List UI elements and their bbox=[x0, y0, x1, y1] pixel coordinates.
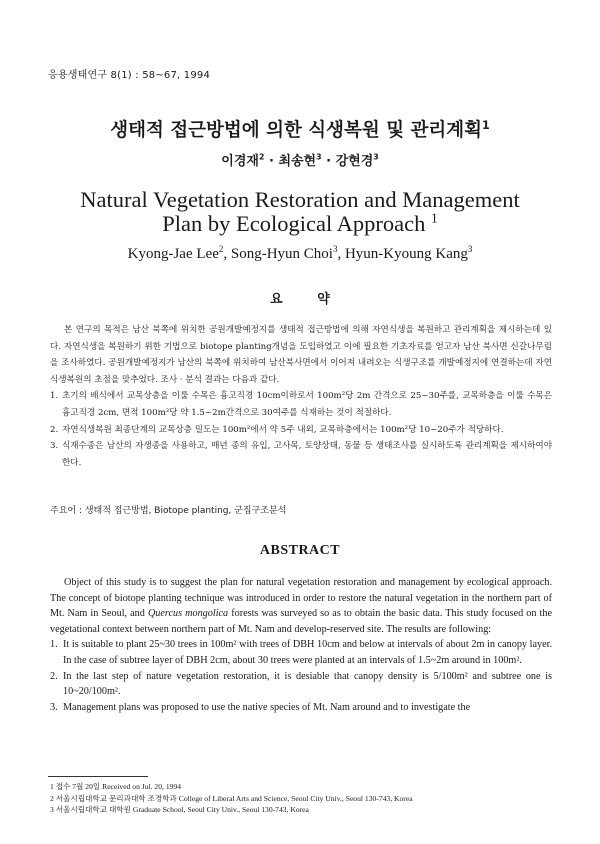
list-item bbox=[50, 438, 552, 471]
korean-author: 최송현 bbox=[278, 154, 317, 169]
list-text: Management plans was proposed to use the native species of Mt. Nam around and to investigate the bbox=[63, 701, 471, 713]
author-separator: · bbox=[268, 154, 274, 169]
english-title-footnote: 1 bbox=[430, 210, 438, 226]
english-abstract bbox=[50, 575, 552, 715]
list-text: 초기의 배식에서 교목상층을 이룰 수목은 흉고직경 10cm이하로서 100m²당 2m 간격으로 25~30주를, 교목하층을 이룰 수목은 흉고직경 2cm, 면적 100m²당 약 1.5~2m간격으로 30여주를 식재하는 것이 적절하다. bbox=[62, 391, 552, 418]
list-number: 2. bbox=[50, 670, 58, 682]
footnote: 1 접수 7월 20일 Received on Jul. 20, 1994 bbox=[50, 782, 182, 791]
korean-summary-intro: 본 연구의 목적은 남산 북쪽에 위치한 공원개발예정지를 생태적 접근방법에 의해 자연식생을 복원하고 관리계획을 제시하는데 있다. 자연식생을 복원하기 위한 기법으로 biotope planting개념을 도입하였고 이에 필요한 기초자료를 얻고자 남산 북사면 신갈나무림을 조사하였다. 공원개발예정지가 남산의 북쪽에 위치하여 남산북사면에서 이어져 내려오는 식생구조를 개발예정지에 연결하는데 자연식생복원의 초점을 맞추었다. 조사 · 분석 결과는 다음과 같다. bbox=[50, 325, 552, 385]
summary-heading: 요 약 bbox=[270, 292, 330, 307]
abstract-intro-text: forests was surveyed so as to obtain the basic data. This study focused on the vegetational context between northern part of Mt. Nam and develop-reserved site. The results are following: bbox=[50, 608, 552, 635]
english-author: Hyun-Kyoung Kang bbox=[344, 246, 468, 262]
footnote: 2 서울시립대학교 문리과대학 조경학과 College of Liberal Arts and Science, Seoul City Univ., Seoul 130-743, Korea bbox=[50, 793, 413, 803]
list-number: 3. bbox=[50, 441, 59, 452]
english-author-footnote: 2 bbox=[218, 244, 224, 254]
list-text: In the last step of nature vegetation restoration, it is desiable that canopy density is 5/100m² and subtree one is 10~20/100m². bbox=[63, 670, 552, 698]
list-item bbox=[50, 422, 552, 439]
korean-author-footnote: 3 bbox=[373, 152, 379, 162]
english-authors: Kyong-Jae Lee$^2$, Song-Hyun Choi$^3$, Hyun-Kyoung Kang$^3$ bbox=[127, 244, 473, 262]
list-number: 2. bbox=[50, 424, 59, 435]
abstract-intro-text: Object of this study is to suggest the plan for natural vegetation restoration and management by ecological approach. The concept of biotope planting technique was introduced in order to restore the natural vegetation in the northern part of Mt. Nam in Seoul, and bbox=[50, 577, 552, 620]
list-number: 1. bbox=[50, 391, 59, 402]
list-number: 3. bbox=[50, 701, 58, 713]
korean-author-footnote: 3 bbox=[316, 152, 322, 162]
english-author: Kyong-Jae Lee bbox=[127, 246, 219, 262]
footnote: 3 서울시립대학교 대학원 Graduate School, Seoul City Univ., Seoul 130-743, Korea bbox=[50, 805, 309, 814]
footnote-divider bbox=[48, 776, 148, 777]
author-separator: · bbox=[326, 154, 332, 169]
footnotes bbox=[50, 781, 560, 816]
abstract-list bbox=[50, 637, 552, 715]
list-text: It is suitable to plant 25~30 trees in 100m² with trees of DBH 10cm and below at intervals of about 2m in canopy layer. In the case of subtree layer of DBH 2cm, about 30 trees were planted at an intervals of 1.5~2m around in 100m². bbox=[63, 639, 552, 666]
journal-reference: 응용생태연구 8(1) : 58~67, 1994 bbox=[48, 70, 211, 81]
abstract-intro bbox=[50, 575, 552, 637]
english-author-footnote: 3 bbox=[467, 244, 473, 254]
list-number: 1. bbox=[50, 639, 58, 651]
species-name: Quercus mongolica bbox=[147, 608, 229, 620]
english-author-footnote: 3 bbox=[332, 244, 338, 254]
keywords bbox=[50, 503, 286, 516]
english-author: Song-Hyun Choi bbox=[230, 246, 333, 262]
korean-authors bbox=[0, 150, 600, 169]
english-title-line bbox=[0, 212, 600, 236]
english-title-line-text: Plan by Ecological Approach bbox=[162, 211, 426, 236]
korean-title-footnote: 1 bbox=[482, 118, 490, 132]
korean-title-text: 생태적 접근방법에 의한 식생복원 및 관리계획 bbox=[110, 120, 483, 141]
list-item bbox=[50, 669, 552, 700]
korean-author: 강현경 bbox=[335, 154, 374, 169]
korean-summary-list bbox=[50, 388, 552, 471]
list-text: 식재수종은 남산의 자생종을 사용하고, 매년 종의 유입, 고사목, 토양상태, 동물 등 생태조사를 실시하도록 관리계획을 제시하여야 한다. bbox=[62, 441, 552, 468]
keywords-text: 생태적 접근방법, Biotope planting, 군집구조분석 bbox=[84, 506, 287, 516]
korean-title bbox=[0, 116, 600, 142]
list-text: 자연식생복원 최종단계의 교목상층 밀도는 100m²에서 약 5주 내외, 교목하층에서는 100m²당 10~20주가 적당하다. bbox=[62, 424, 504, 435]
korean-author-footnote: 2 bbox=[258, 152, 265, 162]
korean-author: 이경재 bbox=[221, 154, 259, 169]
korean-summary bbox=[50, 322, 552, 471]
list-item bbox=[50, 637, 552, 668]
english-title bbox=[0, 188, 600, 236]
abstract-heading: ABSTRACT bbox=[259, 543, 341, 558]
list-item bbox=[50, 700, 552, 716]
list-item bbox=[50, 388, 552, 421]
keywords-label: 주요어 : bbox=[50, 506, 82, 516]
english-title-line: Natural Vegetation Restoration and Management bbox=[80, 187, 520, 212]
